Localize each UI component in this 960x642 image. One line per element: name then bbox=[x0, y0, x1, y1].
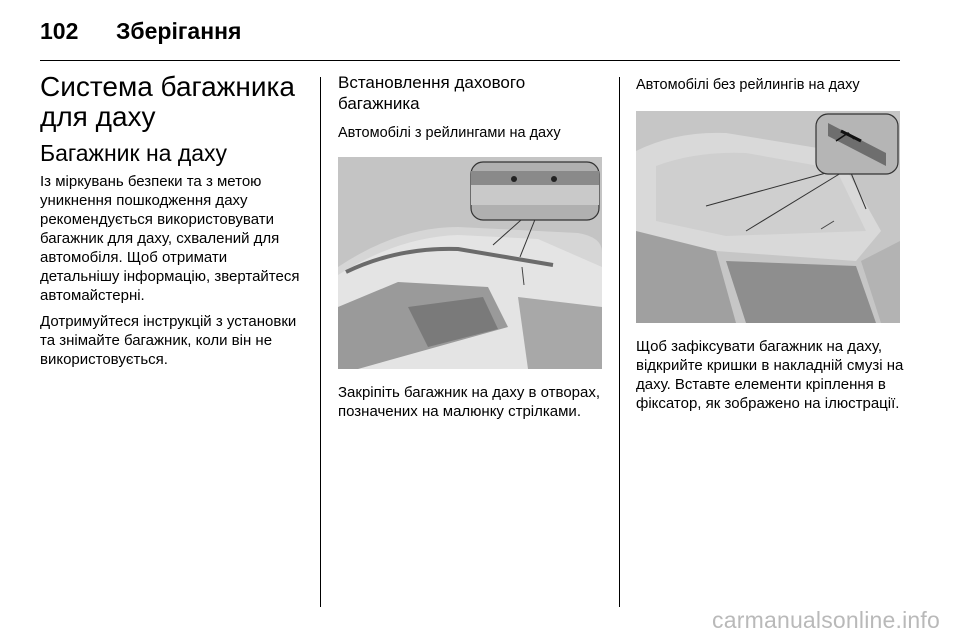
column-divider-left bbox=[320, 77, 321, 607]
column-2 bbox=[338, 72, 604, 428]
installation-title: Встановлення дахового багажника bbox=[338, 73, 526, 113]
safety-paragraph: Із міркувань безпеки та з метою уникнення пошкодження даху рекомендується використовувати багажник для даху, схвалений для автомобіля. Щоб отримати детальнішу інформацію, звертайтеся автомайстерні. bbox=[40, 173, 300, 304]
watermark-logo: carmanualsonline.info bbox=[712, 607, 940, 633]
column-divider-right bbox=[619, 77, 620, 607]
page-title: Система багажника для даху bbox=[40, 71, 295, 132]
section-title: Зберігання bbox=[116, 18, 242, 44]
roof-rails-illustration-icon bbox=[338, 157, 602, 369]
rails-paragraph: Закріпіть багажник на даху в отворах, позначених на малюнку стрілками. bbox=[338, 384, 601, 420]
page-number: 102 bbox=[40, 18, 79, 44]
instructions-paragraph: Дотримуйтеся інструкцій з установки та знімайте багажник, коли він не використовується. bbox=[40, 313, 297, 368]
page-header bbox=[40, 18, 241, 50]
no-rails-paragraph: Щоб зафіксувати багажник на даху, відкрийте кришки в накладній смузі на даху. Вставте елементи кріплення в фіксатор, як зображено на ілюстрації. bbox=[636, 338, 904, 412]
roof-cover-slot-illustration-icon bbox=[636, 111, 900, 323]
no-rails-subheading: Автомобілі без рейлингів на даху bbox=[636, 77, 860, 93]
column-3 bbox=[636, 72, 904, 420]
header-divider bbox=[40, 60, 900, 61]
column-1 bbox=[40, 72, 302, 376]
subsection-title: Багажник на даху bbox=[40, 140, 228, 166]
rails-subheading: Автомобілі з рейлингами на даху bbox=[338, 125, 561, 141]
